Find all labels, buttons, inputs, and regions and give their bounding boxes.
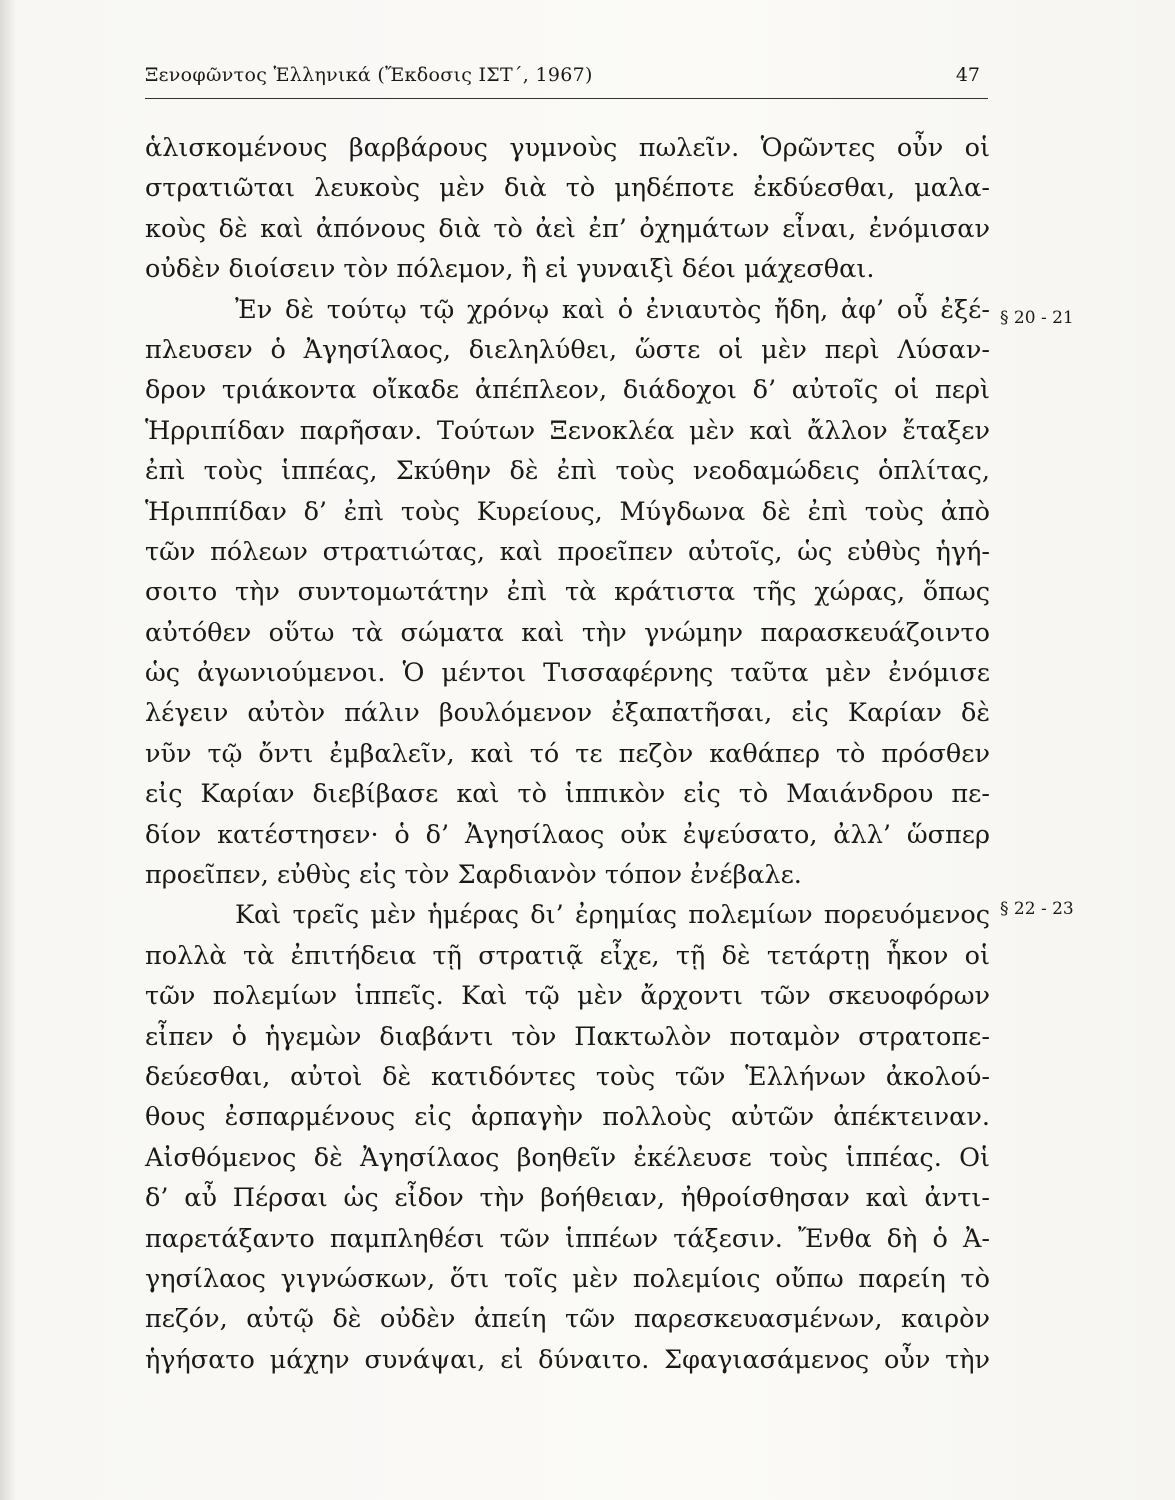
header-title: Ξενοφῶντος Ἑλληνικά (Ἔκδοσις ΙΣΤ΄, 1967) bbox=[145, 64, 593, 86]
text-line: κοὺς δὲ καὶ ἀπόνους διὰ τὸ ἀεὶ ἐπ’ ὀχημάτων εἶναι, ἐνόμισαν bbox=[145, 213, 990, 244]
text-line: εἰς Καρίαν διεβίβασε καὶ τὸ ἱππικὸν εἰς τὸ Μαιάνδρου πε- bbox=[145, 779, 990, 810]
text-line: δίον κατέστησεν· ὁ δ’ Ἀγησίλαος οὐκ ἐψεύσατο, ἀλλ’ ὥσπερ bbox=[145, 819, 990, 850]
page-number: 47 bbox=[955, 64, 980, 86]
margin-section-ref: § 20 - 21 bbox=[1000, 308, 1074, 328]
text-line: πολλὰ τὰ ἐπιτήδεια τῇ στρατιᾷ εἶχε, τῇ δὲ τετάρτῃ ἧκον οἱ bbox=[145, 940, 990, 971]
text-line: νῦν τῷ ὄντι ἐμβαλεῖν, καὶ τό τε πεζὸν καθάπερ τὸ πρόσθεν bbox=[145, 738, 990, 769]
margin-section-ref: § 22 - 23 bbox=[1000, 899, 1074, 919]
text-line: δ’ αὖ Πέρσαι ὡς εἶδον τὴν βοήθειαν, ἠθροίσθησαν καὶ ἀντι- bbox=[145, 1183, 990, 1214]
text-line: εἶπεν ὁ ἡγεμὼν διαβάντι τὸν Πακτωλὸν ποταμὸν στρατοπε- bbox=[145, 1021, 990, 1052]
text-line: τῶν πολεμίων ἱππεῖς. Καὶ τῷ μὲν ἄρχοντι τῶν σκευοφόρων bbox=[145, 981, 990, 1012]
text-line: προεῖπεν, εὐθὺς εἰς τὸν Σαρδιανὸν τόπον ἐνέβαλε. bbox=[145, 860, 802, 891]
text-line: αὐτόθεν οὕτω τὰ σώματα καὶ τὴν γνώμην παρασκευάζοιντο bbox=[145, 617, 990, 648]
text-line: Ἐν δὲ τούτῳ τῷ χρόνῳ καὶ ὁ ἐνιαυτὸς ἤδη, ἀφ’ οὗ ἐξέ- bbox=[235, 294, 990, 325]
text-line: Ἡριππίδαν δ’ ἐπὶ τοὺς Κυρείους, Μύγδωνα δὲ ἐπὶ τοὺς ἀπὸ bbox=[145, 496, 990, 527]
text-line: παρετάξαντο παμπληθέσι τῶν ἱππέων τάξεσιν. Ἔνθα δὴ ὁ Ἀ- bbox=[145, 1223, 990, 1254]
text-line: Αἰσθόμενος δὲ Ἀγησίλαος βοηθεῖν ἐκέλευσε τοὺς ἱππέας. Οἱ bbox=[145, 1142, 990, 1173]
text-line: πεζόν, αὐτῷ δὲ οὐδὲν ἀπείη τῶν παρεσκευασμένων, καιρὸν bbox=[145, 1304, 990, 1335]
running-header bbox=[145, 62, 988, 99]
text-line: οὐδὲν διοίσειν τὸν πόλεμον, ἢ εἰ γυναιξὶ δέοι μάχεσθαι. bbox=[145, 254, 875, 285]
text-line: στρατιῶται λευκοὺς μὲν διὰ τὸ μηδέποτε ἐκδύεσθαι, μαλα- bbox=[145, 173, 990, 204]
text-line: γησίλαος γιγνώσκων, ὅτι τοῖς μὲν πολεμίοις οὔπω παρείη τὸ bbox=[145, 1263, 990, 1294]
text-line: ἐπὶ τοὺς ἱππέας, Σκύθην δὲ ἐπὶ τοὺς νεοδαμώδεις ὁπλίτας, bbox=[145, 456, 990, 487]
text-line: Καὶ τρεῖς μὲν ἡμέρας δι’ ἐρημίας πολεμίων πορευόμενος bbox=[235, 900, 990, 931]
main-text-block bbox=[145, 128, 990, 1380]
page-binding-edge bbox=[0, 0, 14, 1500]
text-line: πλευσεν ὁ Ἀγησίλαος, διεληλύθει, ὥστε οἱ μὲν περὶ Λύσαν- bbox=[145, 334, 990, 365]
text-line: ὡς ἀγωνιούμενοι. Ὁ μέντοι Τισσαφέρνης ταῦτα μὲν ἐνόμισε bbox=[145, 658, 990, 689]
text-line: λέγειν αὐτὸν πάλιν βουλόμενον ἐξαπατῆσαι, εἰς Καρίαν δὲ bbox=[145, 698, 990, 729]
text-line: τῶν πόλεων στρατιώτας, καὶ προεῖπεν αὐτοῖς, ὡς εὐθὺς ἡγή- bbox=[145, 536, 990, 567]
text-line: ἡγήσατο μάχην συνάψαι, εἰ δύναιτο. Σφαγιασάμενος οὖν τὴν bbox=[145, 1344, 990, 1375]
text-line: σοιτο τὴν συντομωτάτην ἐπὶ τὰ κράτιστα τῆς χώρας, ὅπως bbox=[145, 577, 990, 608]
text-line: δρον τριάκοντα οἴκαδε ἀπέπλεον, διάδοχοι δ’ αὐτοῖς οἱ περὶ bbox=[145, 375, 990, 406]
text-line: ἁλισκομένους βαρβάρους γυμνοὺς πωλεῖν. Ὁρῶντες οὖν οἱ bbox=[145, 133, 990, 163]
text-line: Ἡρριπίδαν παρῆσαν. Τούτων Ξενοκλέα μὲν καὶ ἄλλον ἔταξεν bbox=[145, 415, 990, 446]
text-line: θους ἐσπαρμένους εἰς ἁρπαγὴν πολλοὺς αὐτῶν ἀπέκτειναν. bbox=[145, 1102, 990, 1133]
text-line: δεύεσθαι, αὐτοὶ δὲ κατιδόντες τοὺς τῶν Ἑλλήνων ἀκολού- bbox=[145, 1061, 990, 1092]
